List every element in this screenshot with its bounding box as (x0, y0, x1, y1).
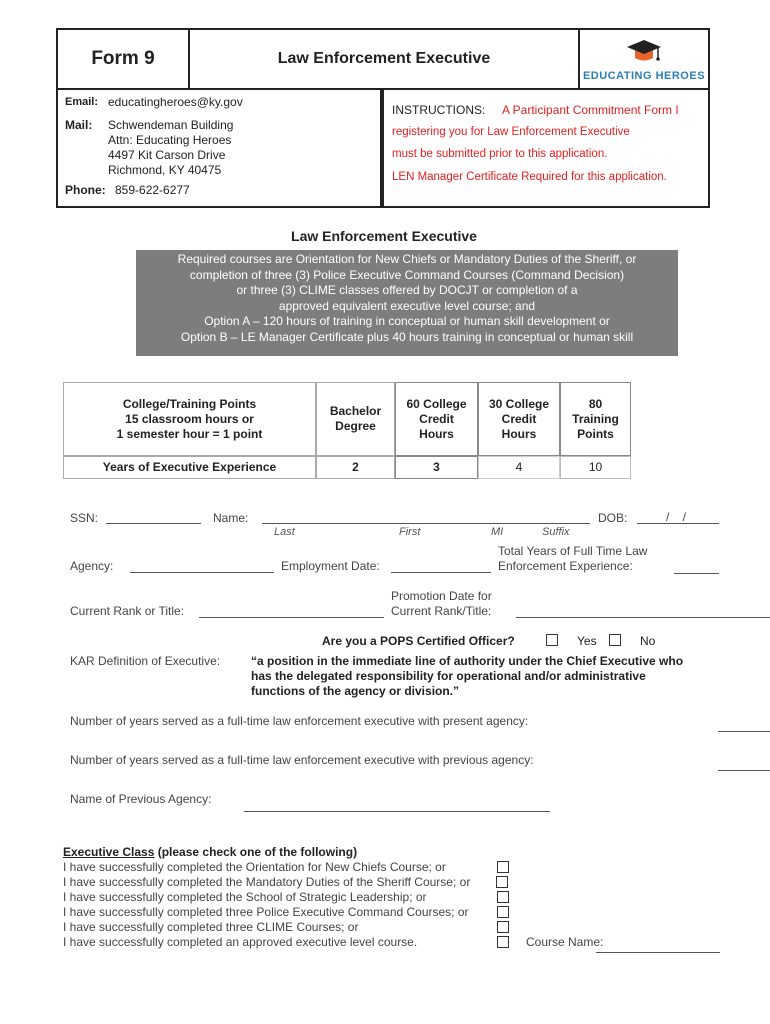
executive-class-option: I have successfully completed an approved executive level course. (63, 935, 418, 949)
kar-definition-line: functions of the agency or division.” (251, 684, 460, 698)
mail-line: Schwendeman Building (108, 118, 234, 132)
kar-definition-line: has the delegated responsibility for operational and/or administrative (251, 669, 646, 683)
column-label: Credit (501, 411, 537, 426)
value-80-training: 10 (560, 456, 631, 479)
previous-agency-label: Name of Previous Agency: (70, 792, 212, 806)
agency-label: Agency: (70, 559, 114, 573)
course-name-label: Course Name: (526, 935, 604, 949)
promotion-date-field[interactable] (516, 617, 770, 618)
dob-label: DOB: (598, 511, 628, 525)
option-checkbox[interactable] (497, 906, 509, 918)
name-field[interactable] (262, 523, 590, 524)
points-label-line: 1 semester hour = 1 point (116, 426, 263, 441)
employment-date-label: Employment Date: (281, 559, 380, 573)
instructions-line: must be submitted prior to this application. (392, 148, 608, 160)
executive-class-option: I have successfully completed the Mandatory Duties of the Sheriff Course; or (63, 875, 471, 889)
name-part-suffix: Suffix (542, 526, 570, 538)
required-courses-box (136, 250, 678, 356)
instructions-label: INSTRUCTIONS: (392, 103, 486, 117)
courses-line: approved equivalent executive level course; and (278, 298, 536, 313)
promotion-date-label: Promotion Date for (391, 589, 492, 603)
column-label: Hours (501, 426, 537, 441)
name-part-mi: MI (491, 526, 504, 538)
instructions-line: registering you for Law Enforcement Executive (392, 126, 630, 138)
mail-line: Attn: Educating Heroes (108, 133, 232, 147)
promotion-date-label: Current Rank/Title: (391, 604, 492, 618)
pops-yes-label: Yes (577, 634, 597, 648)
course-name-field[interactable] (596, 952, 720, 953)
column-label: Degree (335, 419, 376, 433)
column-label: Bachelor (329, 404, 382, 418)
executive-class-option: I have successfully completed three CLIME Courses; or (63, 920, 359, 934)
total-years-label: Total Years of Full Time Law (498, 544, 648, 558)
courses-line: or three (3) CLIME classes offered by DOCJT or completion of a (236, 283, 578, 297)
executive-class-option: I have successfully completed the School of Strategic Leadership; or (63, 890, 427, 904)
dob-slashes: / / (666, 510, 687, 524)
total-years-field[interactable] (674, 573, 719, 574)
points-label-cell (63, 382, 316, 456)
name-label: Name: (213, 511, 249, 525)
years-present-field[interactable] (718, 731, 770, 732)
pops-no-label: No (640, 634, 656, 648)
option-checkbox[interactable] (497, 891, 509, 903)
column-bachelor (316, 382, 395, 456)
instructions-line: A Participant Commitment Form I (502, 103, 679, 117)
mail-line: 4497 Kit Carson Drive (108, 148, 226, 162)
column-label: 80 (588, 396, 603, 411)
pops-question: Are you a POPS Certified Officer? (322, 634, 515, 648)
phone-value: 859-622-6277 (115, 183, 190, 197)
graduation-cap-icon (626, 36, 662, 68)
ssn-field[interactable] (106, 523, 201, 524)
option-checkbox[interactable] (497, 861, 509, 873)
courses-line: completion of three (3) Police Executive Command Courses (Command Decision) (189, 267, 625, 282)
row-label-cell: Years of Executive Experience (63, 456, 316, 479)
column-label: Training (572, 411, 619, 426)
column-label: Credit (419, 411, 454, 426)
executive-class-heading (63, 845, 357, 859)
email-label: Email: (65, 96, 99, 108)
rank-field[interactable] (199, 617, 384, 618)
rank-label: Current Rank or Title: (70, 604, 185, 618)
pops-yes-checkbox[interactable] (546, 634, 558, 646)
email-value: educatingheroes@ky.gov (108, 95, 243, 109)
points-label-line: 15 classroom hours or (125, 411, 254, 426)
name-part-first: First (399, 526, 421, 538)
form-title: Law Enforcement Executive (190, 30, 580, 88)
courses-line: Option B – LE Manager Certificate plus 40 hours training in conceptual or human skill (180, 329, 634, 344)
column-60-credit (395, 382, 478, 456)
years-present-label: Number of years served as a full-time law enforcement executive with present agency: (70, 714, 529, 728)
ssn-label: SSN: (70, 511, 99, 525)
contact-box (56, 90, 382, 208)
value-bachelor: 2 (316, 456, 395, 479)
executive-class-title: Executive Class (63, 845, 155, 859)
column-30-credit (478, 382, 560, 456)
years-previous-label: Number of years served as a full-time law enforcement executive with previous agency: (70, 753, 534, 767)
option-checkbox[interactable] (497, 936, 509, 948)
option-checkbox[interactable] (496, 876, 508, 888)
mail-label: Mail: (65, 118, 93, 132)
educating-heroes-logo (580, 30, 708, 88)
name-part-last: Last (274, 526, 295, 538)
value-30-credit: 4 (478, 456, 560, 479)
column-label: Hours (419, 426, 454, 441)
mail-line: Richmond, KY 40475 (108, 163, 222, 177)
option-checkbox[interactable] (497, 921, 509, 933)
agency-field[interactable] (130, 572, 274, 573)
column-label: 60 College (406, 396, 467, 411)
executive-class-option: I have successfully completed the Orientation for New Chiefs Course; or (63, 860, 446, 874)
phone-label: Phone: (65, 183, 106, 197)
courses-line: Option A – 120 hours of training in conceptual or human skill development or (204, 314, 610, 328)
form-header (56, 28, 710, 90)
points-label-line: College/Training Points (122, 396, 257, 411)
kar-definition-line: “a position in the immediate line of authority under the Chief Executive who (251, 654, 684, 668)
pops-no-checkbox[interactable] (609, 634, 621, 646)
column-label: 30 College (488, 396, 550, 411)
instructions-line: LEN Manager Certificate Required for this application. (392, 171, 667, 183)
form-number: Form 9 (58, 30, 190, 88)
logo-text: EDUCATING HEROES (582, 70, 706, 82)
previous-agency-field[interactable] (244, 811, 550, 812)
executive-class-option: I have successfully completed three Police Executive Command Courses; or (63, 905, 469, 919)
kar-label: KAR Definition of Executive: (70, 654, 221, 668)
courses-line: Required courses are Orientation for New Chiefs or Mandatory Duties of the Sheriff, or (177, 252, 637, 266)
employment-date-field[interactable] (391, 572, 491, 573)
column-80-training (560, 382, 631, 456)
value-60-credit: 3 (395, 456, 478, 479)
section-title: Law Enforcement Executive (291, 228, 477, 244)
total-years-label: Enforcement Experience: (498, 559, 633, 573)
column-label: Points (577, 426, 614, 441)
years-previous-field[interactable] (718, 770, 770, 771)
instructions-box (382, 90, 710, 208)
executive-class-subtitle: (please check one of the following) (154, 845, 358, 859)
